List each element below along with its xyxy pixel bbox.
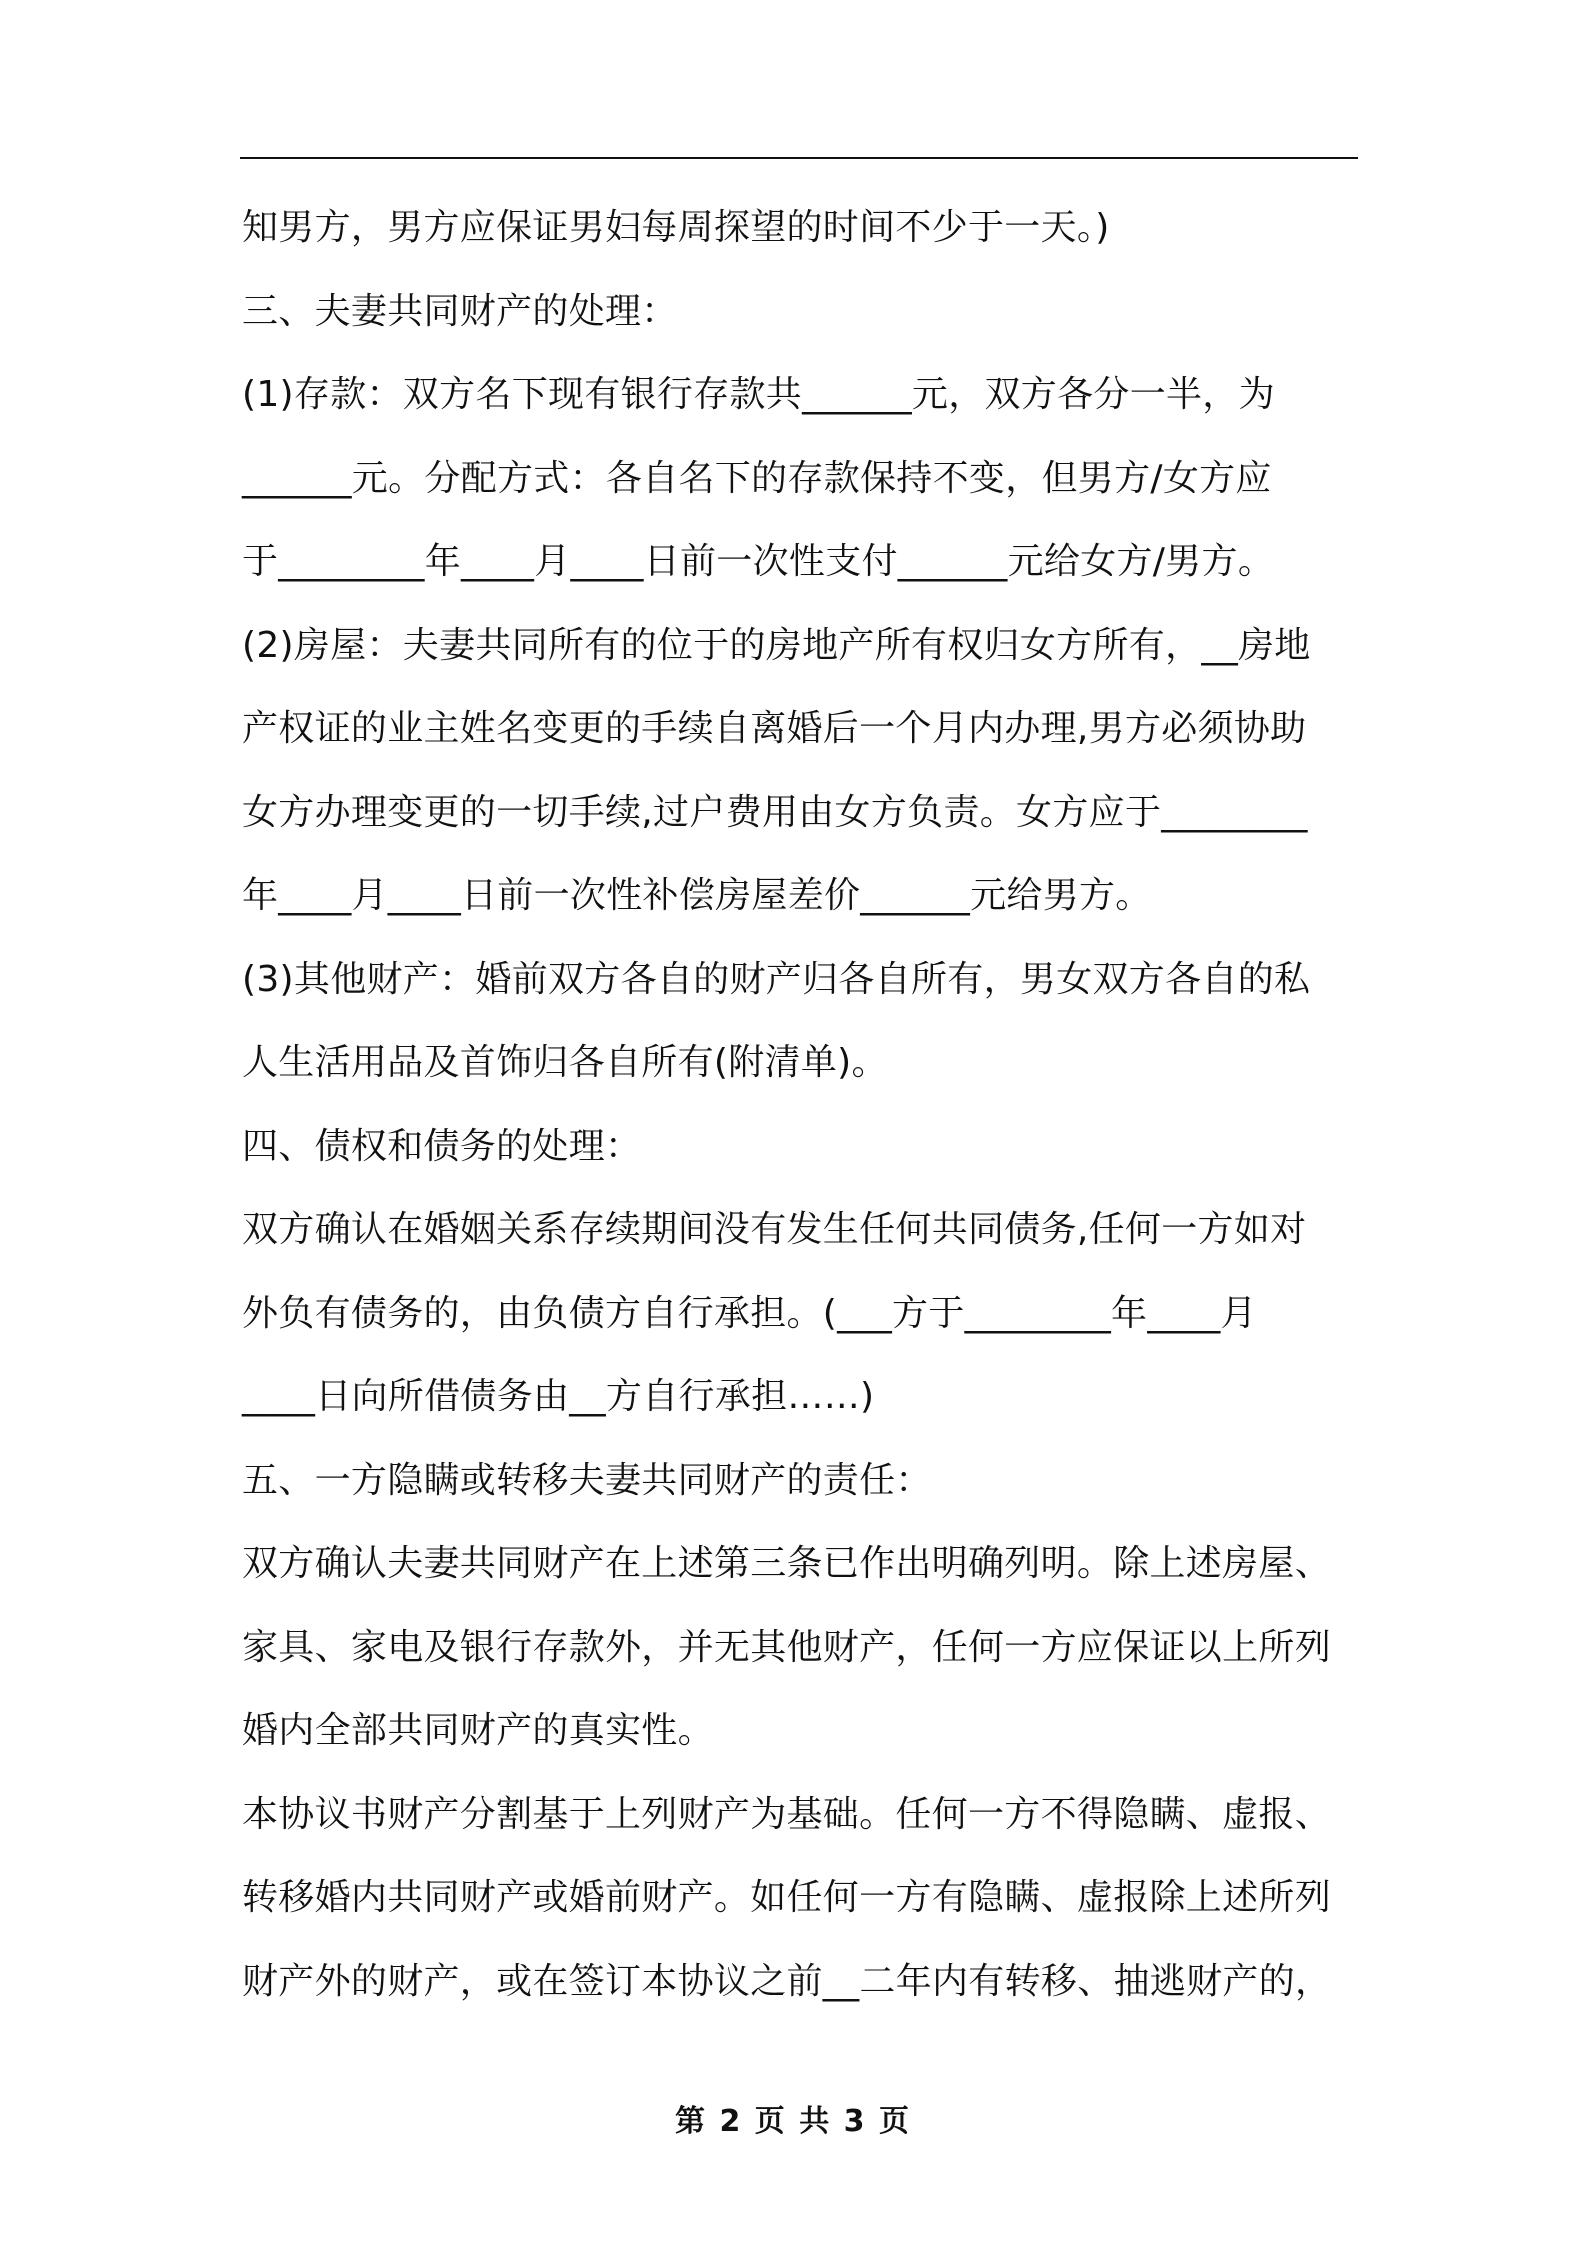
text-line: 外负有债务的，由负债方自行承担。(___方于________年____月 xyxy=(242,1292,1257,1334)
text-line: 知男方，男方应保证男妇每周探望的时间不少于一天。) xyxy=(242,207,1110,248)
section-heading: 四、债权和债务的处理： xyxy=(242,1125,642,1167)
section-heading: 五、一方隐瞒或转移夫妻共同财产的责任： xyxy=(242,1459,932,1501)
text-line: 女方办理变更的一切手续,过户费用由女方负责。女方应于________ xyxy=(242,791,1308,833)
text-line: 年____月____日前一次性补偿房屋差价______元给男方。 xyxy=(242,875,1152,916)
header-rule xyxy=(240,157,1358,159)
document-body xyxy=(242,186,1358,2023)
text-line: 双方确认夫妻共同财产在上述第三条已作出明确列明。除上述房屋、 xyxy=(242,1543,1332,1584)
page-number-footer: 第 2 页 共 3 页 xyxy=(675,2104,911,2139)
text-line: 人生活用品及首饰归各自所有(附清单)。 xyxy=(242,1042,888,1083)
text-line: ____日向所借债务由__方自行承担……) xyxy=(242,1376,875,1417)
text-line: 本协议书财产分割基于上列财产为基础。任何一方不得隐瞒、虚报、 xyxy=(242,1793,1332,1835)
text-line: 于________年____月____日前一次性支付______元给女方/男方。 xyxy=(242,541,1275,582)
text-line: (3)其他财产：婚前双方各自的财产归各自所有，男女双方各自的私 xyxy=(242,958,1311,1000)
text-line: 财产外的财产，或在签订本协议之前__二年内有转移、抽逃财产的， xyxy=(242,1960,1332,2002)
text-line: ______元。分配方式：各自名下的存款保持不变，但男方/女方应 xyxy=(242,457,1272,499)
text-line: (1)存款：双方名下现有银行存款共______元，双方各分一半，为 xyxy=(242,374,1275,415)
section-heading: 三、夫妻共同财产的处理： xyxy=(242,290,678,332)
text-line: 家具、家电及银行存款外，并无其他财产，任何一方应保证以上所列 xyxy=(242,1626,1332,1668)
text-line: 产权证的业主姓名变更的手续自离婚后一个月内办理,男方必须协助 xyxy=(242,708,1307,749)
text-line: 转移婚内共同财产或婚前财产。如任何一方有隐瞒、虚报除上述所列 xyxy=(242,1877,1332,1918)
text-line: (2)房屋：夫妻共同所有的位于的房地产所有权归女方所有，__房地 xyxy=(242,624,1311,666)
text-line: 婚内全部共同财产的真实性。 xyxy=(242,1710,714,1751)
text-line: 双方确认在婚姻关系存续期间没有发生任何共同债务,任何一方如对 xyxy=(242,1209,1307,1250)
